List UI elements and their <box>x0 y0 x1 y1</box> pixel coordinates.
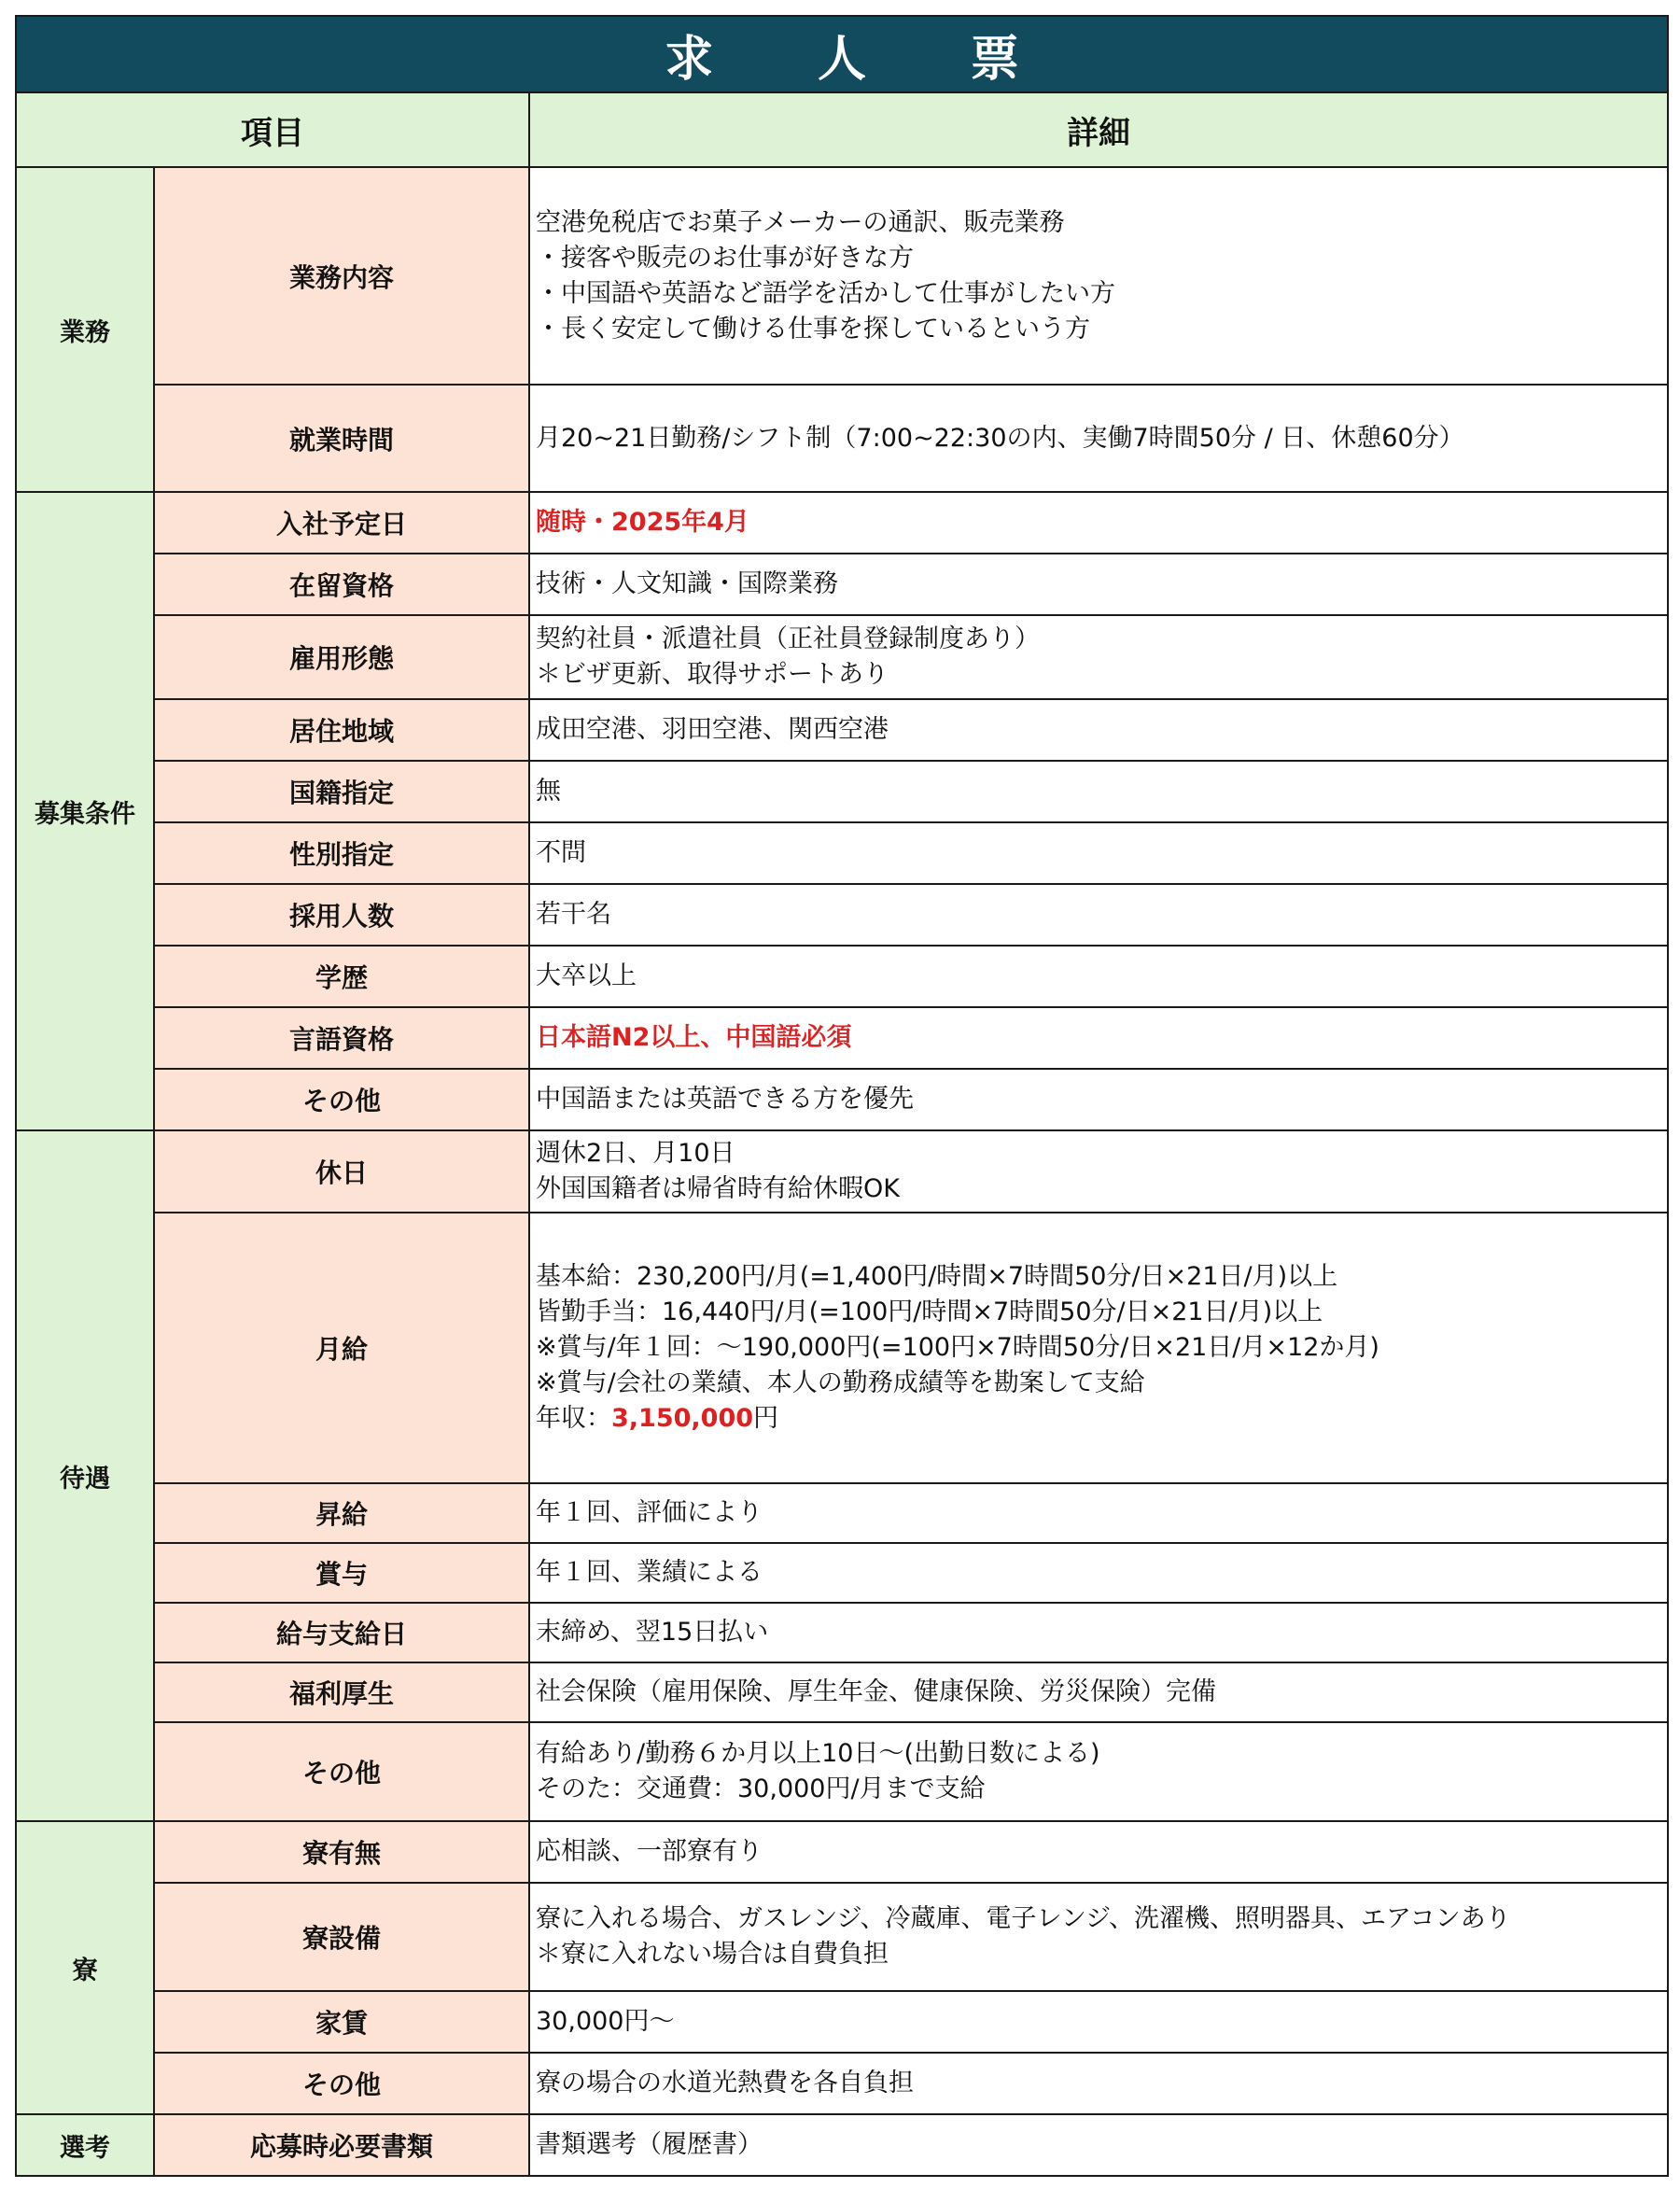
job-posting-table <box>15 15 1669 2177</box>
detail-cell <box>529 1883 1668 1991</box>
item-label: 家賃 <box>154 1991 529 2053</box>
detail-line: 寮の場合の水道光熱費を各自負担 <box>536 2069 914 2097</box>
detail-cell <box>529 1543 1668 1603</box>
header-row <box>16 92 1668 167</box>
item-label: 業務内容 <box>154 167 529 385</box>
detail-cell <box>529 699 1668 761</box>
detail-cell <box>529 1483 1668 1543</box>
detail-cell <box>529 2114 1668 2176</box>
table-row <box>16 884 1668 946</box>
table-row <box>16 1662 1668 1722</box>
category-ryo: 寮 <box>16 1821 154 2114</box>
detail-line: ※賞与/年１回：～190,000円(=100円×7時間50分/日×21日/月×12か月) <box>536 1333 1379 1362</box>
table-row <box>16 1722 1668 1821</box>
table-row <box>16 2114 1668 2176</box>
detail-cell <box>529 1991 1668 2053</box>
detail-cell <box>529 761 1668 822</box>
detail-cell <box>529 1130 1668 1213</box>
detail-line: 週休2日、月10日 <box>536 1139 735 1168</box>
detail-cell <box>529 492 1668 554</box>
table-row <box>16 2053 1668 2114</box>
detail-line: 30,000円～ <box>536 2007 675 2036</box>
item-label: 学歴 <box>154 946 529 1007</box>
annual-income-value: 3,150,000 <box>611 1404 754 1433</box>
detail-cell <box>529 1603 1668 1662</box>
header-item: 項目 <box>16 92 529 167</box>
item-label: 応募時必要書類 <box>154 2114 529 2176</box>
detail-cell <box>529 1069 1668 1130</box>
detail-line: 不問 <box>536 838 586 867</box>
highlight-text: 日本語N2以上、中国語必須 <box>536 1023 852 1052</box>
item-label: 賞与 <box>154 1543 529 1603</box>
detail-line: 大卒以上 <box>536 961 637 990</box>
item-label: 就業時間 <box>154 385 529 492</box>
detail-cell <box>529 884 1668 946</box>
item-label: その他 <box>154 2053 529 2114</box>
detail-line: 社会保険（雇用保険、厚生年金、健康保険、労災保険）完備 <box>536 1677 1216 1706</box>
title-row <box>16 16 1668 92</box>
item-label: 国籍指定 <box>154 761 529 822</box>
item-label: 雇用形態 <box>154 615 529 699</box>
table-row <box>16 167 1668 385</box>
detail-line: 無 <box>536 777 561 806</box>
item-label: 福利厚生 <box>154 1662 529 1722</box>
category-gyomu: 業務 <box>16 167 154 492</box>
detail-line: 書類選考（履歴書） <box>536 2130 763 2159</box>
table-row <box>16 1069 1668 1130</box>
detail-cell <box>529 1007 1668 1069</box>
header-detail: 詳細 <box>529 92 1668 167</box>
detail-cell <box>529 167 1668 385</box>
item-label: 月給 <box>154 1213 529 1483</box>
category-senko: 選考 <box>16 2114 154 2176</box>
detail-line: 月20~21日勤務/シフト制（7:00~22:30の内、実働7時間50分 / 日、休憩60分） <box>536 423 1464 453</box>
item-label: 給与支給日 <box>154 1603 529 1662</box>
table-row <box>16 699 1668 761</box>
detail-line: ・接客や販売のお仕事が好きな方 <box>536 243 914 273</box>
detail-line: ・中国語や英語など語学を活かして仕事がしたい方 <box>536 278 1115 308</box>
detail-line: そのた：交通費：30,000円/月まで支給 <box>536 1774 986 1803</box>
detail-line: 中国語または英語できる方を優先 <box>536 1085 914 1114</box>
table-row <box>16 1213 1668 1483</box>
detail-cell <box>529 554 1668 615</box>
detail-line: ＊ビザ更新、取得サポートあり <box>536 660 889 689</box>
item-label: 休日 <box>154 1130 529 1213</box>
page-title: 求 人 票 <box>16 16 1668 92</box>
item-label: その他 <box>154 1722 529 1821</box>
detail-line: 皆勤手当：16,440円/月(=100円/時間×7時間50分/日×21日/月)以上 <box>536 1297 1323 1326</box>
item-label: 言語資格 <box>154 1007 529 1069</box>
detail-cell <box>529 2053 1668 2114</box>
detail-line: 若干名 <box>536 900 611 929</box>
table-row <box>16 1543 1668 1603</box>
item-label: 入社予定日 <box>154 492 529 554</box>
table-row <box>16 1483 1668 1543</box>
detail-line: 基本給：230,200円/月(=1,400円/時間×7時間50分/日×21日/月)以上 <box>536 1262 1338 1291</box>
detail-line: ・長く安定して働ける仕事を探しているという方 <box>536 314 1090 344</box>
detail-line: 成田空港、羽田空港、関西空港 <box>536 715 889 744</box>
item-label: 在留資格 <box>154 554 529 615</box>
item-label: 性別指定 <box>154 822 529 884</box>
detail-line: 契約社員・派遣社員（正社員登録制度あり） <box>536 624 1040 653</box>
detail-line: 応相談、一部寮有り <box>536 1837 763 1866</box>
category-taigu: 待遇 <box>16 1130 154 1821</box>
table-row <box>16 492 1668 554</box>
item-label: 採用人数 <box>154 884 529 946</box>
table-row <box>16 761 1668 822</box>
detail-line: 有給あり/勤務６か月以上10日～(出勤日数による) <box>536 1739 1100 1768</box>
table-row <box>16 615 1668 699</box>
detail-line: 寮に入れる場合、ガスレンジ、冷蔵庫、電子レンジ、洗濯機、照明器具、エアコンあり <box>536 1904 1511 1933</box>
detail-cell <box>529 822 1668 884</box>
detail-cell <box>529 1821 1668 1883</box>
annual-income-line <box>536 1401 1667 1437</box>
table-row <box>16 1883 1668 1991</box>
item-label: 昇給 <box>154 1483 529 1543</box>
item-label: 寮設備 <box>154 1883 529 1991</box>
item-label: 居住地域 <box>154 699 529 761</box>
detail-cell <box>529 946 1668 1007</box>
highlight-text: 随時・2025年4月 <box>536 508 749 537</box>
detail-line: 外国国籍者は帰省時有給休暇OK <box>536 1174 900 1203</box>
detail-cell <box>529 1662 1668 1722</box>
detail-cell <box>529 1722 1668 1821</box>
detail-line: ※賞与/会社の業績、本人の勤務成績等を勘案して支給 <box>536 1368 1145 1397</box>
annual-income-unit: 円 <box>753 1404 779 1433</box>
table-row <box>16 822 1668 884</box>
table-row <box>16 946 1668 1007</box>
item-label: 寮有無 <box>154 1821 529 1883</box>
table-row <box>16 1007 1668 1069</box>
table-row <box>16 1130 1668 1213</box>
detail-line: 年１回、評価により <box>536 1498 763 1527</box>
detail-line: 末締め、翌15日払い <box>536 1618 769 1647</box>
detail-cell <box>529 615 1668 699</box>
table-row <box>16 385 1668 492</box>
table-row <box>16 1821 1668 1883</box>
annual-income-label: 年収： <box>536 1404 611 1433</box>
detail-line: 空港免税店でお菓子メーカーの通訳、販売業務 <box>536 207 1065 237</box>
job-posting-sheet <box>15 15 1667 2177</box>
detail-line: 技術・人文知識・国際業務 <box>536 569 838 598</box>
item-label: その他 <box>154 1069 529 1130</box>
table-row <box>16 1603 1668 1662</box>
detail-line: 年１回、業績による <box>536 1558 763 1587</box>
table-row <box>16 554 1668 615</box>
table-row <box>16 1991 1668 2053</box>
detail-cell <box>529 1213 1668 1483</box>
detail-cell <box>529 385 1668 492</box>
detail-line: ＊寮に入れない場合は自費負担 <box>536 1940 889 1969</box>
category-boshu: 募集条件 <box>16 492 154 1130</box>
